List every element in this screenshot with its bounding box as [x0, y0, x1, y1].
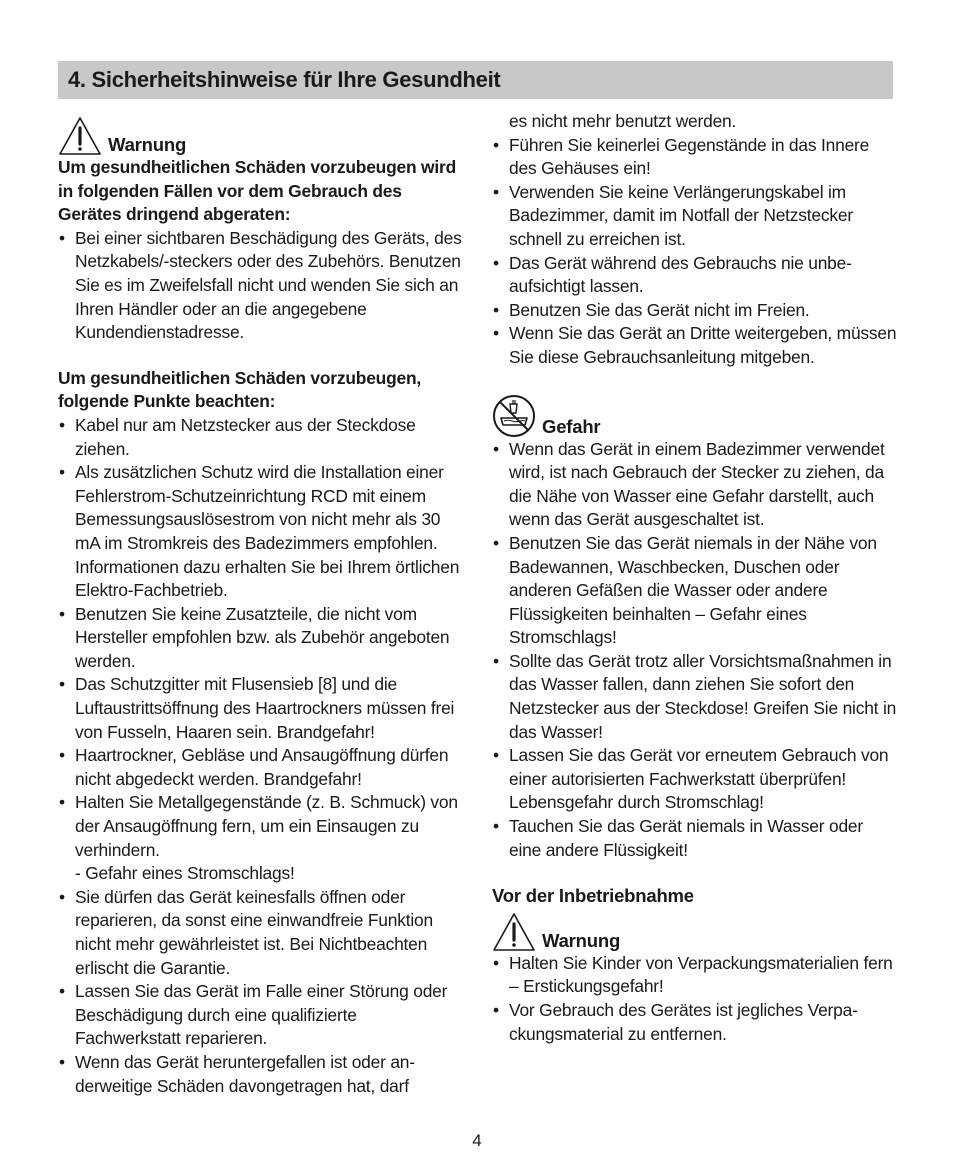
page-number: 4: [472, 1131, 482, 1150]
list-item-metal: [58, 791, 463, 885]
list-item: • Führen Sie keinerlei Gegenstände in das Innere des Gehäuses ein!: [492, 134, 897, 181]
list-item: • Wenn das Gerät heruntergefallen ist oder anderweitige Schäden davongetragen hat, darf: [58, 1051, 463, 1098]
warning-triangle-icon: [492, 912, 536, 952]
warning-label: Warnung: [108, 134, 187, 155]
warning-triangle-icon: [58, 116, 102, 156]
list-item: • Tauchen Sie das Gerät niemals in Wasser oder eine andere Flüssigkeit!: [492, 815, 897, 862]
list-item: • Sie dürfen das Gerät keinesfalls öffnen oder reparieren, da sonst eine einwandfreie Funktion nicht mehr gewährleistet ist. Bei Nichtbeachten erlischt die Garantie.: [58, 886, 463, 980]
right-column: [492, 110, 897, 1046]
metal-text: • Halten Sie Metallgegenstände (z. B. Schmuck) von der Ansaugöffnung fern, um ein Einsaugen zu verhindern.: [75, 792, 458, 860]
before-warning-heading: [492, 912, 897, 952]
before-warning-label: Warnung: [542, 929, 621, 951]
list-item: • Wenn Sie das Gerät an Dritte weitergeben, müssen Sie diese Gebrauchsanleitung mitgeben.: [492, 322, 897, 369]
danger-label: Gefahr: [542, 415, 601, 437]
list-item: • Lassen Sie das Gerät im Falle einer Störung oder Beschädigung durch eine qualifizierte Fachwerkstatt reparieren.: [58, 980, 463, 1051]
points-list: [58, 414, 463, 1098]
warning-heading: [58, 116, 463, 156]
list-item: • Verwenden Sie keine Verlängerungskabel im Badezimmer, damit im Notfall der Netzstecker schnell zu erreichen ist.: [492, 181, 897, 252]
danger-list: [492, 438, 897, 863]
list-item: • Vor Gebrauch des Gerätes ist jegliches Verpackungsmaterial zu entfernen.: [492, 999, 897, 1046]
list-item: • Als zusätzlichen Schutz wird die Installation einer Fehlerstrom-Schutzeinrichtung RCD mit einem Bemessungsauslösestrom von nicht mehr als 30 mA im Stromkreis des Badezimmers empfohlen. Informationen dazu erhalten Sie bei Ihrem örtlichen Elektro-Fachbetrieb.: [58, 461, 463, 603]
section-title-bar: [58, 61, 893, 99]
list-item: • Bei einer sichtbaren Beschädigung des Geräts, des Netzkabels/-steckers oder des Zubehörs. Benutzen Sie es im Zweifelsfall nicht und wenden Sie sich an Ihren Händler oder an die angegebene Kundendienstadresse.: [58, 227, 463, 345]
before-use-list: [492, 952, 897, 1046]
list-item: • Sollte das Gerät trotz aller Vorsichtsmaßnahmen in das Wasser fallen, dann ziehen Sie sofort den Netzstecker aus der Steckdose! Greifen Sie nicht in das Wasser!: [492, 650, 897, 744]
section-title: 4. Sicherheitshinweise für Ihre Gesundheit: [68, 67, 501, 92]
list-item: • Haartrockner, Gebläse und Ansaugöffnung dürfen nicht abgedeckt werden. Brandgefahr!: [58, 744, 463, 791]
metal-extra-line: - Gefahr eines Stromschlags!: [75, 863, 295, 884]
list-item: • Wenn das Gerät in einem Badezimmer verwendet wird, ist nach Gebrauch der Stecker zu ziehen, da die Nähe von Wasser eine Gefahr darstellt, auch wenn das Gerät ausgeschaltet ist.: [492, 438, 897, 532]
points-intro: Um gesundheitlichen Schäden vorzubeugen, folgende Punkte beachten:: [58, 367, 422, 412]
before-use-heading: Vor der Inbetriebnahme: [492, 885, 694, 907]
list-item: • Kabel nur am Netzstecker aus der Steckdose ziehen.: [58, 414, 463, 461]
continuation-text: es nicht mehr benutzt werden.: [509, 111, 737, 131]
no-water-bath-icon: [492, 394, 536, 438]
warning-list: [58, 227, 463, 345]
right-top-list: [492, 134, 897, 370]
danger-heading: [492, 394, 897, 438]
warning-intro: Um gesundheitlichen Schäden vorzubeugen wird in folgenden Fällen vor dem Gebrauch des Gerätes dringend abgeraten:: [58, 157, 457, 225]
list-item: • Das Gerät während des Gebrauchs nie unbeaufsichtigt lassen.: [492, 252, 897, 299]
left-column: [58, 110, 463, 1098]
list-item: • Benutzen Sie das Gerät nicht im Freien.: [492, 299, 897, 323]
list-item: • Benutzen Sie das Gerät niemals in der Nähe von Badewannen, Waschbecken, Duschen oder anderen Gefäßen die Wasser oder andere Flüssigkeiten beinhalten – Gefahr eines Stromschlags!: [492, 532, 897, 650]
list-item: • Halten Sie Kinder von Verpackungsmaterialien fern – Erstickungsgefahr!: [492, 952, 897, 999]
list-item: • Lassen Sie das Gerät vor erneutem Gebrauch von einer autorisierten Fachwerkstatt überprüfen! Lebensgefahr durch Stromschlag!: [492, 744, 897, 815]
list-item: • Benutzen Sie keine Zusatzteile, die nicht vom Hersteller empfohlen bzw. als Zubehör angeboten werden.: [58, 603, 463, 674]
list-item: • Das Schutzgitter mit Flusensieb [8] und die Luftaustrittsöffnung des Haartrockners müssen frei von Fusseln, Haaren sein. Brandgefahr!: [58, 673, 463, 744]
